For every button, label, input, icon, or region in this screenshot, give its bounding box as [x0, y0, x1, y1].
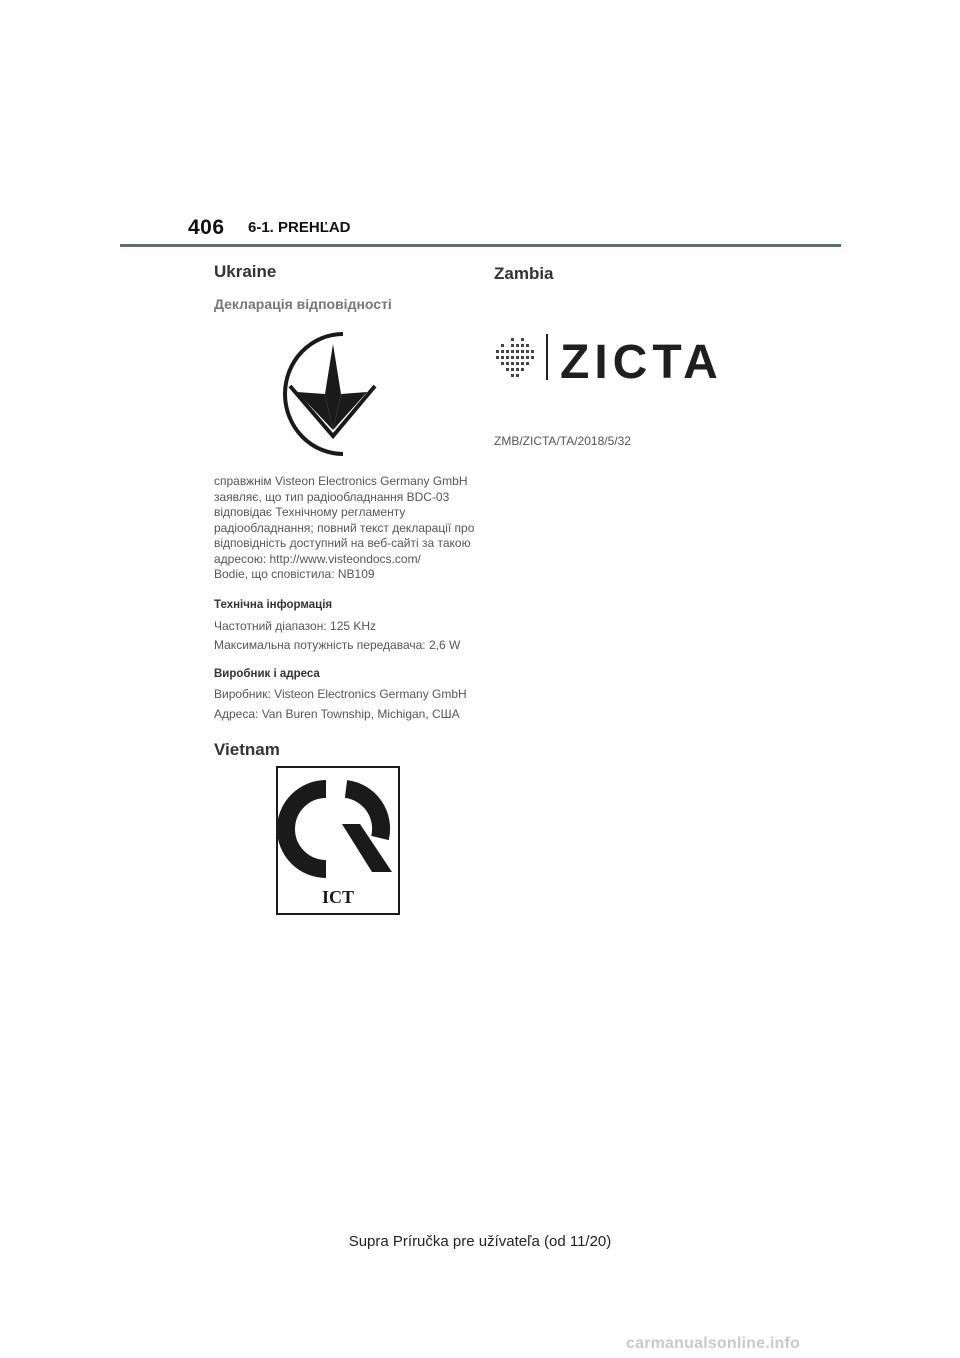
ict-conformity-mark-icon — [276, 766, 400, 915]
ukraine-tech-heading: Технічна інформація — [214, 599, 333, 611]
zicta-logo — [494, 330, 749, 384]
ict-mark-text: ICT — [321, 887, 355, 907]
zambia-heading: Zambia — [494, 264, 554, 283]
ukraine-conformity-mark-icon — [275, 330, 391, 458]
ukraine-frequency: Частотний діапазон: 125 KHz — [214, 619, 377, 633]
zicta-reference: ZMB/ZICTA/TA/2018/5/32 — [494, 434, 631, 448]
zicta-logo-text: ZICTA — [560, 336, 723, 384]
ukraine-declaration-text: справжнім Visteon Electronics Germany GmbH заявляє, що тип радіообладнання BDC-03 відповідає Технічному регламенту радіообладнання; повний текст декларації про відповідність доступний на веб-сайті за такою адресою: http://www.visteondocs.com/ — [214, 474, 475, 566]
ukraine-address: Адреса: Van Buren Township, Michigan, США — [214, 707, 460, 721]
page-number: 406 — [188, 216, 225, 239]
header-rule — [120, 244, 841, 247]
footer-text: Supra Príručka pre užívateľa (od 11/20) — [348, 1233, 612, 1250]
ukraine-notified-body: Bodie, що сповістила: NB109 — [214, 567, 375, 581]
vietnam-heading: Vietnam — [214, 740, 280, 759]
ukraine-manufacturer-heading: Виробник і адреса — [214, 668, 320, 680]
section-title: 6-1. PREHĽAD — [248, 219, 351, 236]
zicta-emblem-icon — [496, 338, 534, 377]
ukraine-power: Максимальна потужність передавача: 2,6 W — [214, 638, 461, 652]
watermark-text: carmanualsonline.info — [626, 1335, 801, 1352]
ukraine-heading: Ukraine — [214, 262, 277, 281]
ukraine-subheading: Декларація відповідності — [214, 296, 392, 312]
zicta-divider — [546, 334, 548, 380]
ukraine-manufacturer: Виробник: Visteon Electronics Germany GmbH — [214, 687, 467, 701]
